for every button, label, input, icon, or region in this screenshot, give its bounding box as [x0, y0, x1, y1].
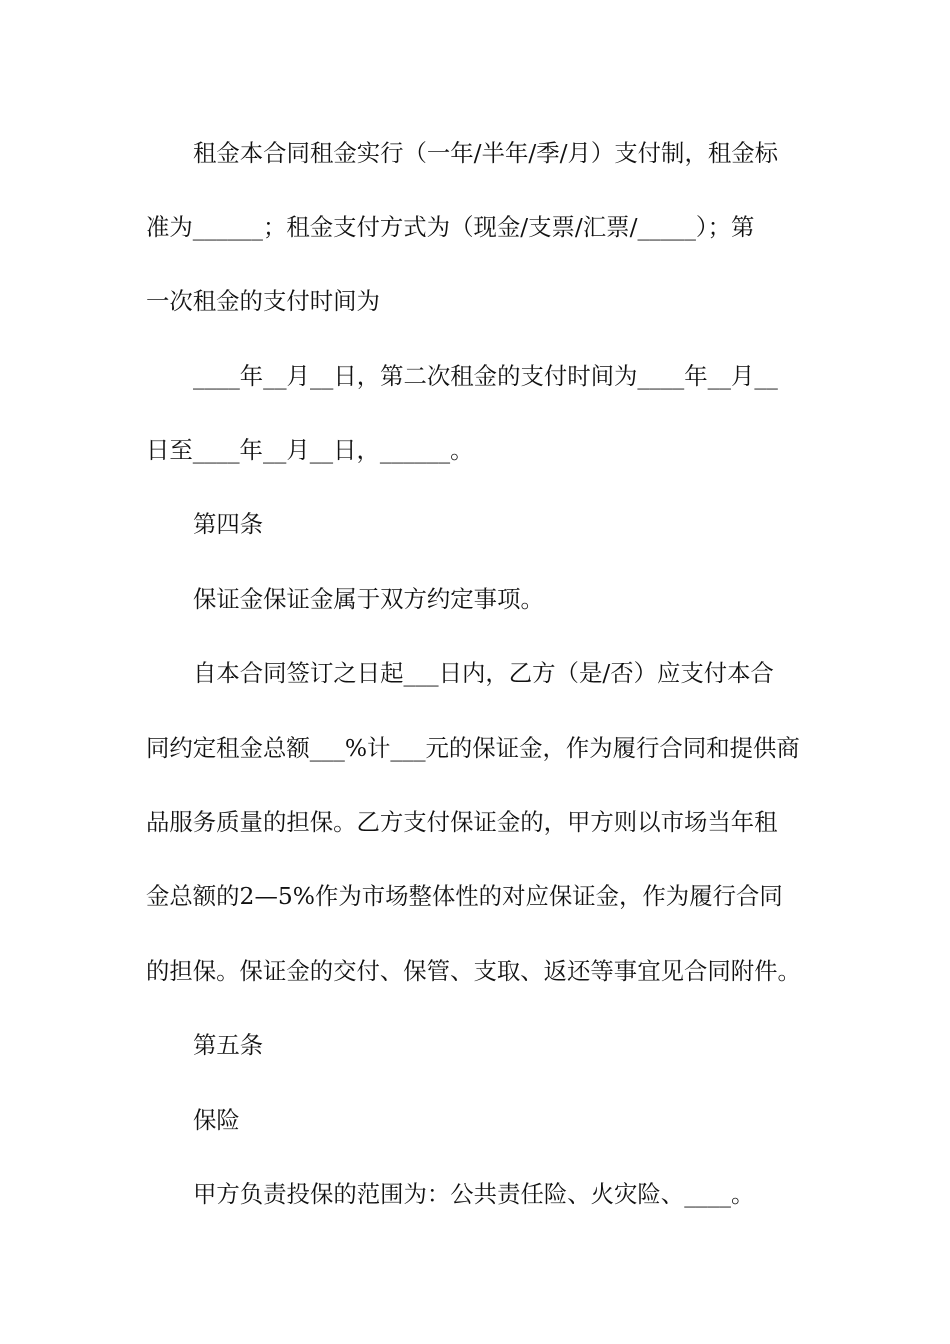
- article-5-heading: 第五条: [193, 1031, 264, 1059]
- paragraph-deposit-line-1: 自本合同签订之日起___日内，乙方（是/否）应支付本合: [193, 659, 774, 687]
- paragraph-deposit-line-2: 同约定租金总额___%计___元的保证金，作为履行合同和提供商: [146, 734, 800, 762]
- paragraph-rent-line-1: 租金本合同租金实行（一年/半年/季/月）支付制，租金标: [193, 139, 779, 167]
- article-4-heading: 第四条: [193, 510, 264, 538]
- paragraph-deposit-line-4: 金总额的2—5%作为市场整体性的对应保证金，作为履行合同: [146, 882, 783, 910]
- paragraph-rent-line-3: 一次租金的支付时间为: [146, 287, 380, 315]
- paragraph-rent-line-2: 准为______；租金支付方式为（现金/支票/汇票/_____）；第: [146, 213, 755, 241]
- deposit-title: 保证金保证金属于双方约定事项。: [193, 585, 544, 613]
- paragraph-insurance-line-1: 甲方负责投保的范围为：公共责任险、火灾险、____。: [193, 1180, 755, 1208]
- paragraph-rent-date-line-1: ____年__月__日，第二次租金的支付时间为____年__月__: [193, 362, 778, 390]
- insurance-title: 保险: [193, 1106, 240, 1134]
- paragraph-deposit-line-5: 的担保。保证金的交付、保管、支取、返还等事宜见合同附件。: [146, 957, 801, 985]
- paragraph-rent-date-line-2: 日至____年__月__日，______。: [146, 436, 474, 464]
- paragraph-deposit-line-3: 品服务质量的担保。乙方支付保证金的，甲方则以市场当年租: [146, 808, 778, 836]
